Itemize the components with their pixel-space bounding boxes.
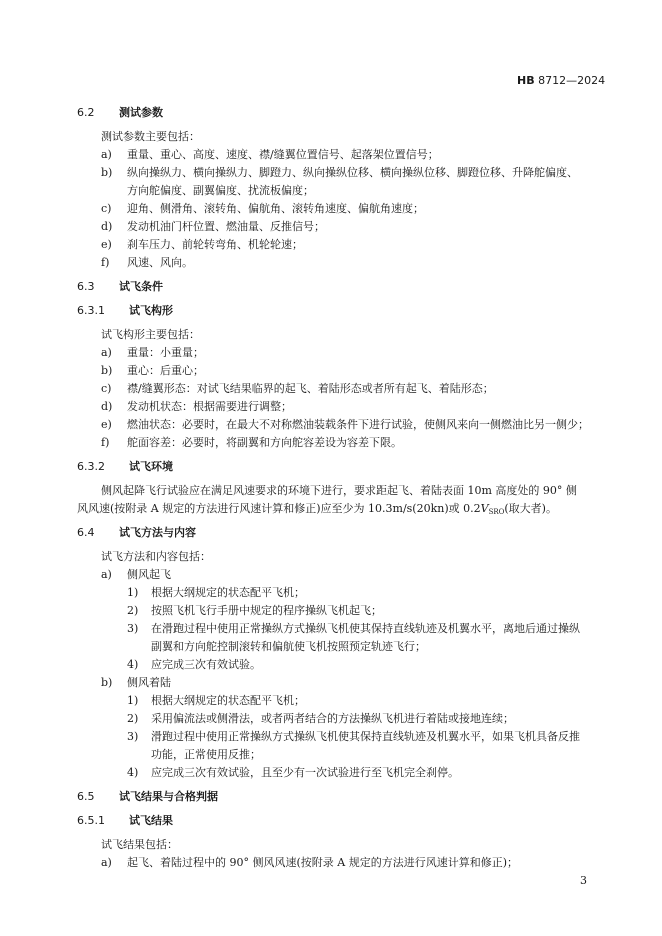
list-text: 发动机油门杆位置、燃油量、反推信号； xyxy=(127,220,325,233)
list-marker: 2) xyxy=(127,604,139,617)
paragraph-intro: 试飞构形主要包括： xyxy=(101,328,200,341)
paragraph-text: 侧风起降飞行试验应在满足风速要求的环境下进行，要求距起飞、着陆表面 10m 高度处的 90° 侧 xyxy=(101,484,577,497)
list-text: 发动机状态：根据需要进行调整； xyxy=(127,400,292,413)
sublist-item xyxy=(127,604,382,618)
list-text: 采用偏流法或侧滑法，或者两者结合的方法操纵飞机进行着陆或接地连续； xyxy=(151,712,514,725)
list-marker: c) xyxy=(101,382,112,395)
list-marker: b) xyxy=(101,676,113,689)
paragraph-intro: 测试参数主要包括： xyxy=(101,130,200,143)
section-heading-6-3-2 xyxy=(77,460,173,474)
list-item xyxy=(101,400,292,414)
section-title: 试飞结果 xyxy=(129,814,173,827)
list-marker: a) xyxy=(101,856,112,869)
list-item xyxy=(101,418,589,432)
list-marker: 3) xyxy=(127,730,139,743)
section-number: 6.5.1 xyxy=(77,814,105,827)
section-heading-6-3 xyxy=(77,280,163,294)
list-item xyxy=(101,364,204,378)
list-item xyxy=(101,856,518,870)
section-number: 6.5 xyxy=(77,790,95,803)
section-heading-6-5 xyxy=(77,790,218,804)
list-marker: b) xyxy=(101,166,113,179)
list-text: 应完成三次有效试验，且至少有一次试验进行至飞机完全刹停。 xyxy=(151,766,459,779)
list-marker: a) xyxy=(101,346,112,359)
list-marker: b) xyxy=(101,364,113,377)
paragraph-text: 风风速(按附录 A 规定的方法进行风速计算和修正)应至少为 10.3m/s(20kn)或 0.2 xyxy=(77,502,481,515)
list-text: 燃油状态：必要时，在最大不对称燃油装载条件下进行试验，使侧风来向一侧燃油比另一侧少； xyxy=(127,418,589,431)
doc-prefix: HB xyxy=(517,74,535,87)
list-item xyxy=(101,436,402,450)
list-text: 风速、风向。 xyxy=(127,256,193,269)
list-text: 在滑跑过程中使用正常操纵方式操纵飞机使其保持直线轨迹及机翼水平，离地后通过操纵 xyxy=(151,622,580,635)
list-text: 重量：小重量； xyxy=(127,346,204,359)
list-marker: f) xyxy=(101,256,110,269)
paragraph-text-continued xyxy=(77,502,557,519)
list-text: 刹车压力、前轮转弯角、机轮轮速； xyxy=(127,238,303,251)
list-item xyxy=(101,676,171,690)
list-text: 功能，正常使用反推； xyxy=(151,748,261,761)
list-marker: a) xyxy=(101,568,112,581)
list-text: 起飞、着陆过程中的 90° 侧风风速(按附录 A 规定的方法进行风速计算和修正)； xyxy=(127,856,519,869)
paragraph-intro: 试飞方法和内容包括： xyxy=(101,550,211,563)
list-text: 应完成三次有效试验。 xyxy=(151,658,261,671)
list-text: 副翼和方向舵控制滚转和偏航使飞机按照预定轨迹飞行； xyxy=(151,640,426,653)
list-item xyxy=(101,148,439,162)
section-heading-6-2 xyxy=(77,106,163,120)
list-marker: 3) xyxy=(127,622,139,635)
list-text: 侧风着陆 xyxy=(127,676,171,689)
section-title: 测试参数 xyxy=(119,106,163,119)
sublist-item xyxy=(127,622,580,636)
list-marker: a) xyxy=(101,148,112,161)
paragraph-intro: 试飞结果包括： xyxy=(101,838,178,851)
paragraph-text: (取大者)。 xyxy=(504,502,557,515)
section-number: 6.3.1 xyxy=(77,304,105,317)
list-text: 重量、重心、高度、速度、襟/缝翼位置信号、起落架位置信号； xyxy=(127,148,439,161)
list-item xyxy=(101,202,424,216)
list-text: 迎角、侧滑角、滚转角、偏航角、滚转角速度、偏航角速度； xyxy=(127,202,424,215)
doc-number: 8712—2024 xyxy=(538,74,606,87)
section-heading-6-4 xyxy=(77,526,196,540)
list-item xyxy=(101,220,325,234)
sublist-item xyxy=(127,712,514,726)
sublist-item xyxy=(127,730,580,744)
list-text: 襟/缝翼形态：对试飞结果临界的起飞、着陆形态或者所有起飞、着陆形态； xyxy=(127,382,494,395)
sublist-item-continuation xyxy=(151,748,261,762)
list-text: 舵面容差：必要时，将副翼和方向舵容差设为容差下限。 xyxy=(127,436,402,449)
list-item xyxy=(101,346,204,360)
section-number: 6.2 xyxy=(77,106,95,119)
section-title: 试飞结果与合格判据 xyxy=(119,790,218,803)
list-marker: 1) xyxy=(127,586,139,599)
list-text: 滑跑过程中使用正常操纵方式操纵飞机使其保持直线轨迹及机翼水平，如果飞机具备反推 xyxy=(151,730,580,743)
section-number: 6.4 xyxy=(77,526,95,539)
list-marker: e) xyxy=(101,418,112,431)
section-title: 试飞方法与内容 xyxy=(119,526,196,539)
document-id xyxy=(517,74,605,88)
list-item xyxy=(101,166,578,180)
speed-subscript: SRO xyxy=(488,508,505,516)
list-text: 根据大纲规定的状态配平飞机； xyxy=(151,586,305,599)
sublist-item xyxy=(127,766,459,780)
sublist-item-continuation xyxy=(151,640,426,654)
list-marker: 2) xyxy=(127,712,139,725)
list-marker: f) xyxy=(101,436,110,449)
list-text: 按照飞机飞行手册中规定的程序操纵飞机起飞； xyxy=(151,604,382,617)
list-marker: 4) xyxy=(127,658,139,671)
list-text: 侧风起飞 xyxy=(127,568,171,581)
sublist-item xyxy=(127,586,305,600)
list-text: 根据大纲规定的状态配平飞机； xyxy=(151,694,305,707)
sublist-item xyxy=(127,694,305,708)
list-item xyxy=(101,256,193,270)
list-marker: d) xyxy=(101,220,113,233)
list-item xyxy=(101,238,303,252)
list-item xyxy=(101,568,171,582)
list-text: 纵向操纵力、横向操纵力、脚蹬力、纵向操纵位移、横向操纵位移、脚蹬位移、升降舵偏度、 xyxy=(127,166,578,179)
list-item xyxy=(101,382,494,396)
list-marker: 4) xyxy=(127,766,139,779)
section-title: 试飞构形 xyxy=(129,304,173,317)
section-title: 试飞条件 xyxy=(119,280,163,293)
page-number: 3 xyxy=(580,874,587,887)
list-marker: d) xyxy=(101,400,113,413)
list-text: 方向舵偏度、副翼偏度、扰流板偏度； xyxy=(127,184,314,197)
section-number: 6.3.2 xyxy=(77,460,105,473)
list-marker: c) xyxy=(101,202,112,215)
list-marker: e) xyxy=(101,238,112,251)
list-text: 重心：后重心； xyxy=(127,364,204,377)
section-number: 6.3 xyxy=(77,280,95,293)
section-heading-6-3-1 xyxy=(77,304,173,318)
list-item-continuation xyxy=(127,184,314,198)
list-marker: 1) xyxy=(127,694,139,707)
sublist-item xyxy=(127,658,261,672)
speed-variable: V xyxy=(480,502,489,515)
section-heading-6-5-1 xyxy=(77,814,173,828)
section-title: 试飞环境 xyxy=(129,460,173,473)
